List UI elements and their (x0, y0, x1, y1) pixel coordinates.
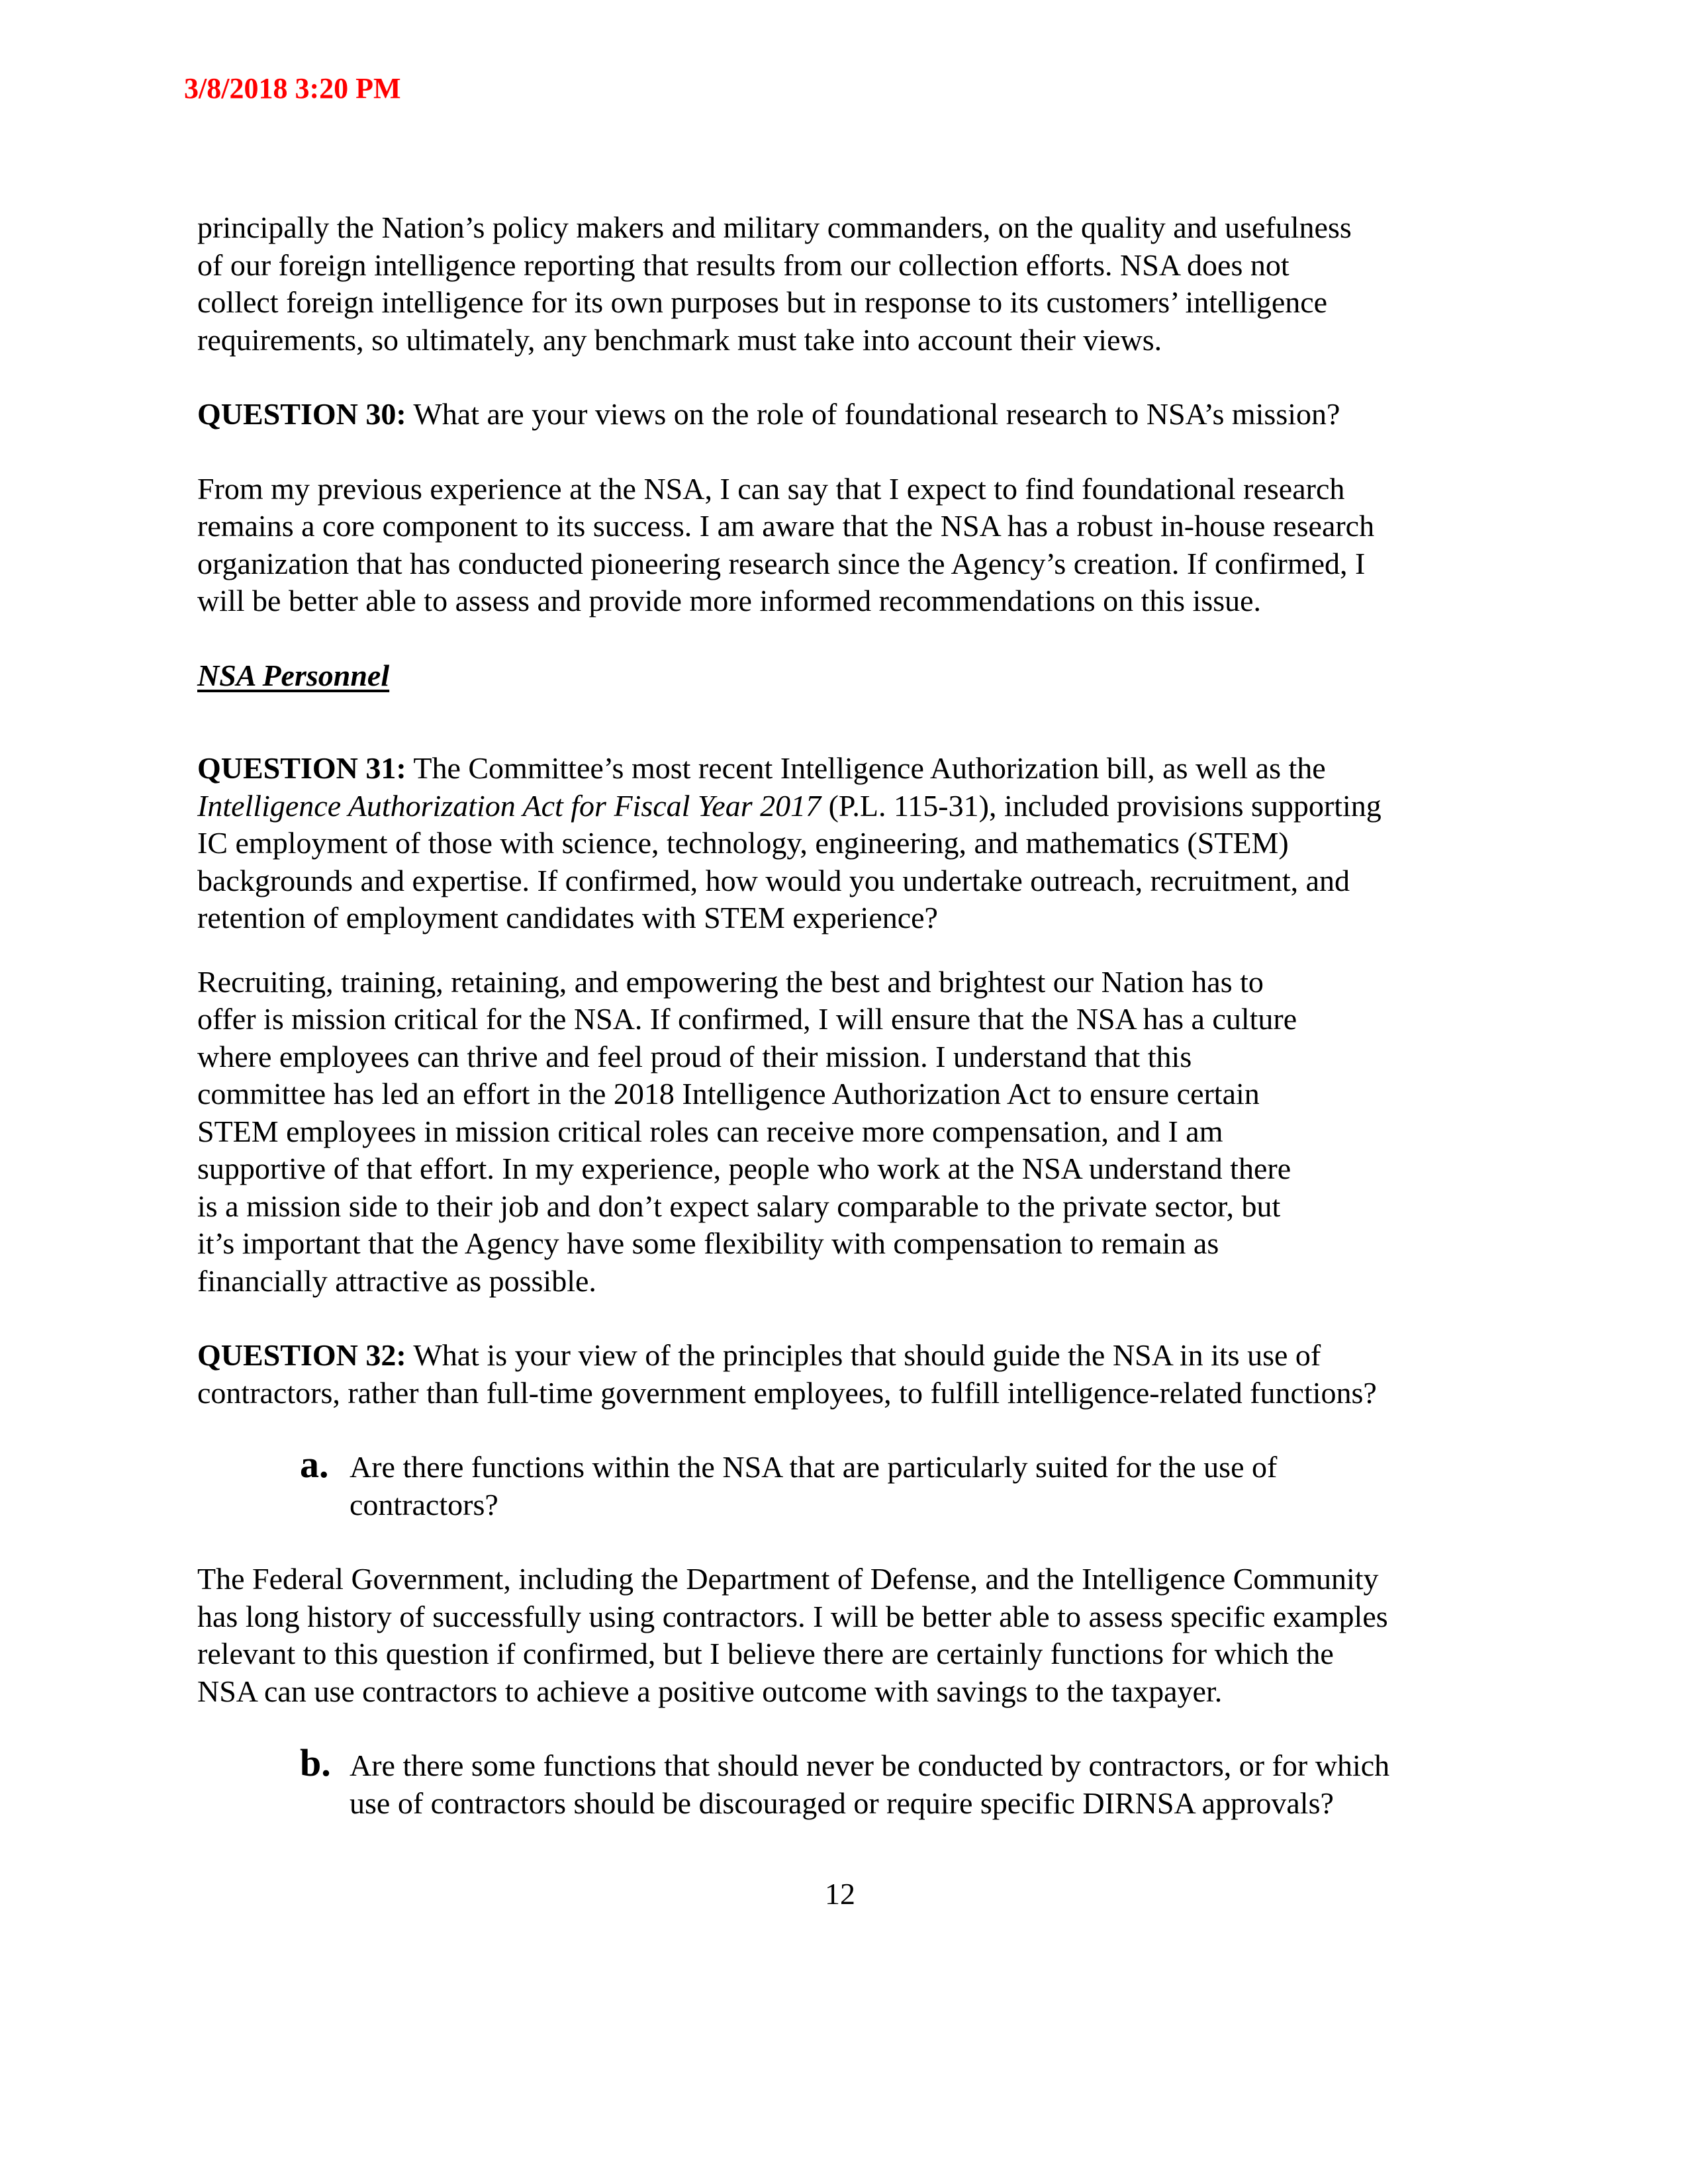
page-number: 12 (825, 1877, 855, 1911)
text-line: backgrounds and expertise. If confirmed, how would you undertake outreach, recruitment, and (197, 863, 1350, 897)
text-line: has long history of successfully using contractors. I will be better able to assess specific examples (197, 1599, 1388, 1633)
text-line: Are there functions within the NSA that are particularly suited for the use of (350, 1450, 1278, 1484)
text-line: organization that has conducted pioneering research since the Agency’s creation. If confirmed, I (197, 546, 1366, 580)
question-label: QUESTION 30: (197, 397, 406, 431)
list-marker: a. (300, 1443, 329, 1486)
text-line: use of contractors should be discouraged or require specific DIRNSA approvals? (350, 1786, 1334, 1820)
text-line: Are there some functions that should never be conducted by contractors, or for which (350, 1749, 1390, 1782)
answer-32a (197, 1561, 1515, 1710)
text-line: contractors? (350, 1487, 498, 1522)
question-30 (197, 396, 1515, 433)
text-line: remains a core component to its success. I am aware that the NSA has a robust in-house research (197, 509, 1375, 543)
text-line: relevant to this question if confirmed, but I believe there are certainly functions for which the (197, 1637, 1334, 1670)
question-32a (197, 1443, 1515, 1524)
question-31 (197, 750, 1515, 937)
list-marker: b. (300, 1741, 331, 1784)
question-text: (P.L. 115-31), included provisions supporting (821, 788, 1382, 823)
text-line: of our foreign intelligence reporting that results from our collection efforts. NSA does not (197, 248, 1289, 282)
text-line: is a mission side to their job and don’t expect salary comparable to the private sector, but (197, 1189, 1281, 1223)
question-32 (197, 1337, 1515, 1412)
document-body (197, 209, 1515, 1822)
text-line: it’s important that the Agency have some flexibility with compensation to remain as (197, 1226, 1219, 1260)
question-text: What is your view of the principles that should guide the NSA in its use of (406, 1338, 1321, 1372)
text-line: IC employment of those with science, technology, engineering, and mathematics (STEM) (197, 826, 1289, 860)
question-32b (197, 1741, 1515, 1822)
text-line: From my previous experience at the NSA, I can say that I expect to find foundational research (197, 471, 1345, 506)
act-title: Intelligence Authorization Act for Fiscal Year 2017 (197, 788, 821, 823)
text-line: financially attractive as possible. (197, 1263, 596, 1298)
answer-31 (197, 964, 1515, 1300)
text-line: principally the Nation’s policy makers and military commanders, on the quality and usefulness (197, 210, 1352, 244)
paragraph-continuation (197, 209, 1515, 359)
text-line: committee has led an effort in the 2018 Intelligence Authorization Act to ensure certain (197, 1077, 1260, 1111)
text-line: STEM employees in mission critical roles can receive more compensation, and I am (197, 1114, 1223, 1148)
text-line: NSA can use contractors to achieve a positive outcome with savings to the taxpayer. (197, 1674, 1223, 1708)
text-line: The Federal Government, including the Department of Defense, and the Intelligence Community (197, 1562, 1379, 1596)
timestamp-stamp: 3/8/2018 3:20 PM (184, 72, 401, 105)
text-line: where employees can thrive and feel proud of their mission. I understand that this (197, 1039, 1192, 1073)
question-text: What are your views on the role of foundational research to NSA’s mission? (406, 397, 1340, 431)
text-line: contractors, rather than full-time government employees, to fulfill intelligence-related functions? (197, 1375, 1377, 1410)
text-line: will be better able to assess and provide more informed recommendations on this issue. (197, 584, 1262, 617)
question-text: The Committee’s most recent Intelligence Authorization bill, as well as the (406, 751, 1326, 785)
answer-30 (197, 471, 1515, 620)
section-heading (197, 657, 1515, 695)
section-heading-text: NSA Personnel (197, 658, 390, 692)
text-line: Recruiting, training, retaining, and empowering the best and brightest our Nation has to (197, 964, 1264, 999)
text-line: retention of employment candidates with STEM experience? (197, 901, 938, 934)
text-line: collect foreign intelligence for its own purposes but in response to its customers’ intelligence (197, 285, 1328, 319)
text-line: supportive of that effort. In my experience, people who work at the NSA understand there (197, 1152, 1291, 1185)
question-label: QUESTION 31: (197, 751, 406, 785)
text-line: offer is mission critical for the NSA. If confirmed, I will ensure that the NSA has a culture (197, 1002, 1297, 1036)
text-line: requirements, so ultimately, any benchmark must take into account their views. (197, 322, 1162, 357)
question-label: QUESTION 32: (197, 1338, 406, 1372)
